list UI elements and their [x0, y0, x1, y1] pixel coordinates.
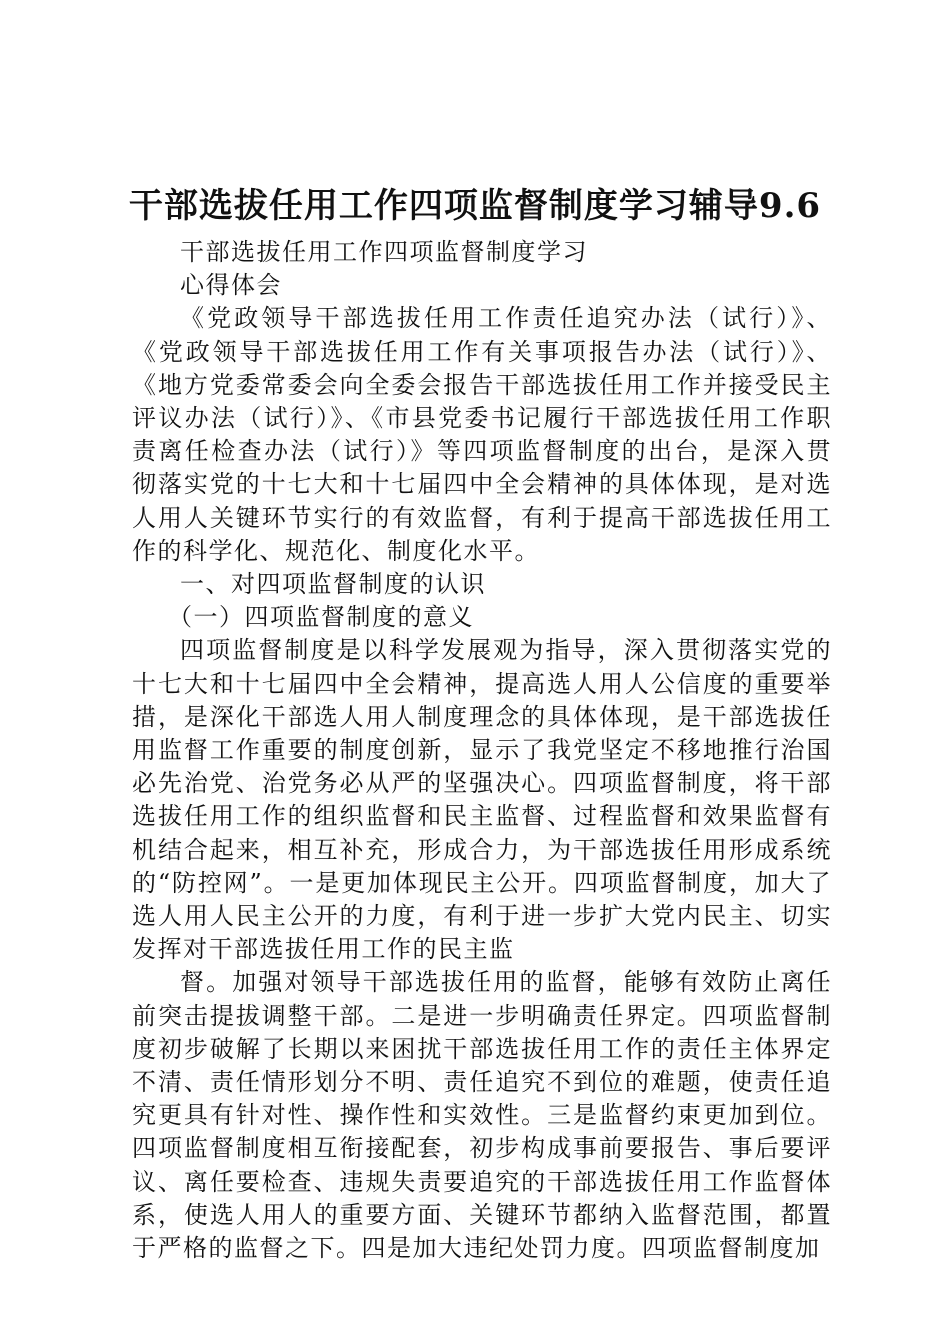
subtitle-line-2: 心得体会 [180, 271, 282, 300]
paragraph-intro: 《党政领导干部选拔任用工作责任追究办法（试行）》、《党政领导干部选拔任用工作有关事项报告办法（试行）》、《地方党委常委会向全委会报告干部选拔任用工作并接受民主评议办法（试行）》、《市县党委书记履行干部选拔任用工作职责离任检查办法（试行）》等四项监督制度的出台，是深入贯彻落实党的十七大和十七届四中全会精神的具体体现，是对选人用人关键环节实行的有效监督，有利于提高干部选拔任用工作的科学化、规范化、制度化水平。 [132, 304, 832, 565]
section-heading: 一、对四项监督制度的认识 [180, 570, 486, 599]
subsection-heading: （一）四项监督制度的意义 [168, 603, 474, 632]
document-title: 干部选拔任用工作四项监督制度学习辅导9.6 [128, 186, 822, 226]
subtitle-line-1: 干部选拔任用工作四项监督制度学习 [180, 238, 588, 266]
paragraph-continuation: 督。加强对领导干部选拔任用的监督，能够有效防止离任前突击提拔调整干部。二是进一步明确责任界定。四项监督制度初步破解了长期以来困扰干部选拔任用工作的责任主体界定不清、责任情形划分不明、责任追究不到位的难题，使责任追究更具有针对性、操作性和实效性。三是监督约束更加到位。四项监督制度相互衔接配套，初步构成事前要报告、事后要评议、离任要检查、违规失责要追究的干部选拔任用工作监督体系，使选人用人的重要方面、关键环节都纳入监督范围，都置于严格的监督之下。四是加大违纪处罚力度。四项监督制度加 [132, 968, 832, 1263]
paragraph-significance: 四项监督制度是以科学发展观为指导，深入贯彻落实党的十七大和十七届四中全会精神，提高选人用人公信度的重要举措，是深化干部选人用人制度理念的具体体现，是干部选拔任用监督工作重要的制度创新，显示了我党坚定不移地推行治国必先治党、治党务必从严的坚强决心。四项监督制度，将干部选拔任用工作的组织监督和民主监督、过程监督和效果监督有机结合起来，相互补充，形成合力，为干部选拔任用形成系统的“防控网”。一是更加体现民主公开。四项监督制度，加大了选人用人民主公开的力度，有利于进一步扩大党内民主、切实发挥对干部选拔任用工作的民主监 [132, 636, 832, 964]
document-body [132, 236, 832, 1265]
